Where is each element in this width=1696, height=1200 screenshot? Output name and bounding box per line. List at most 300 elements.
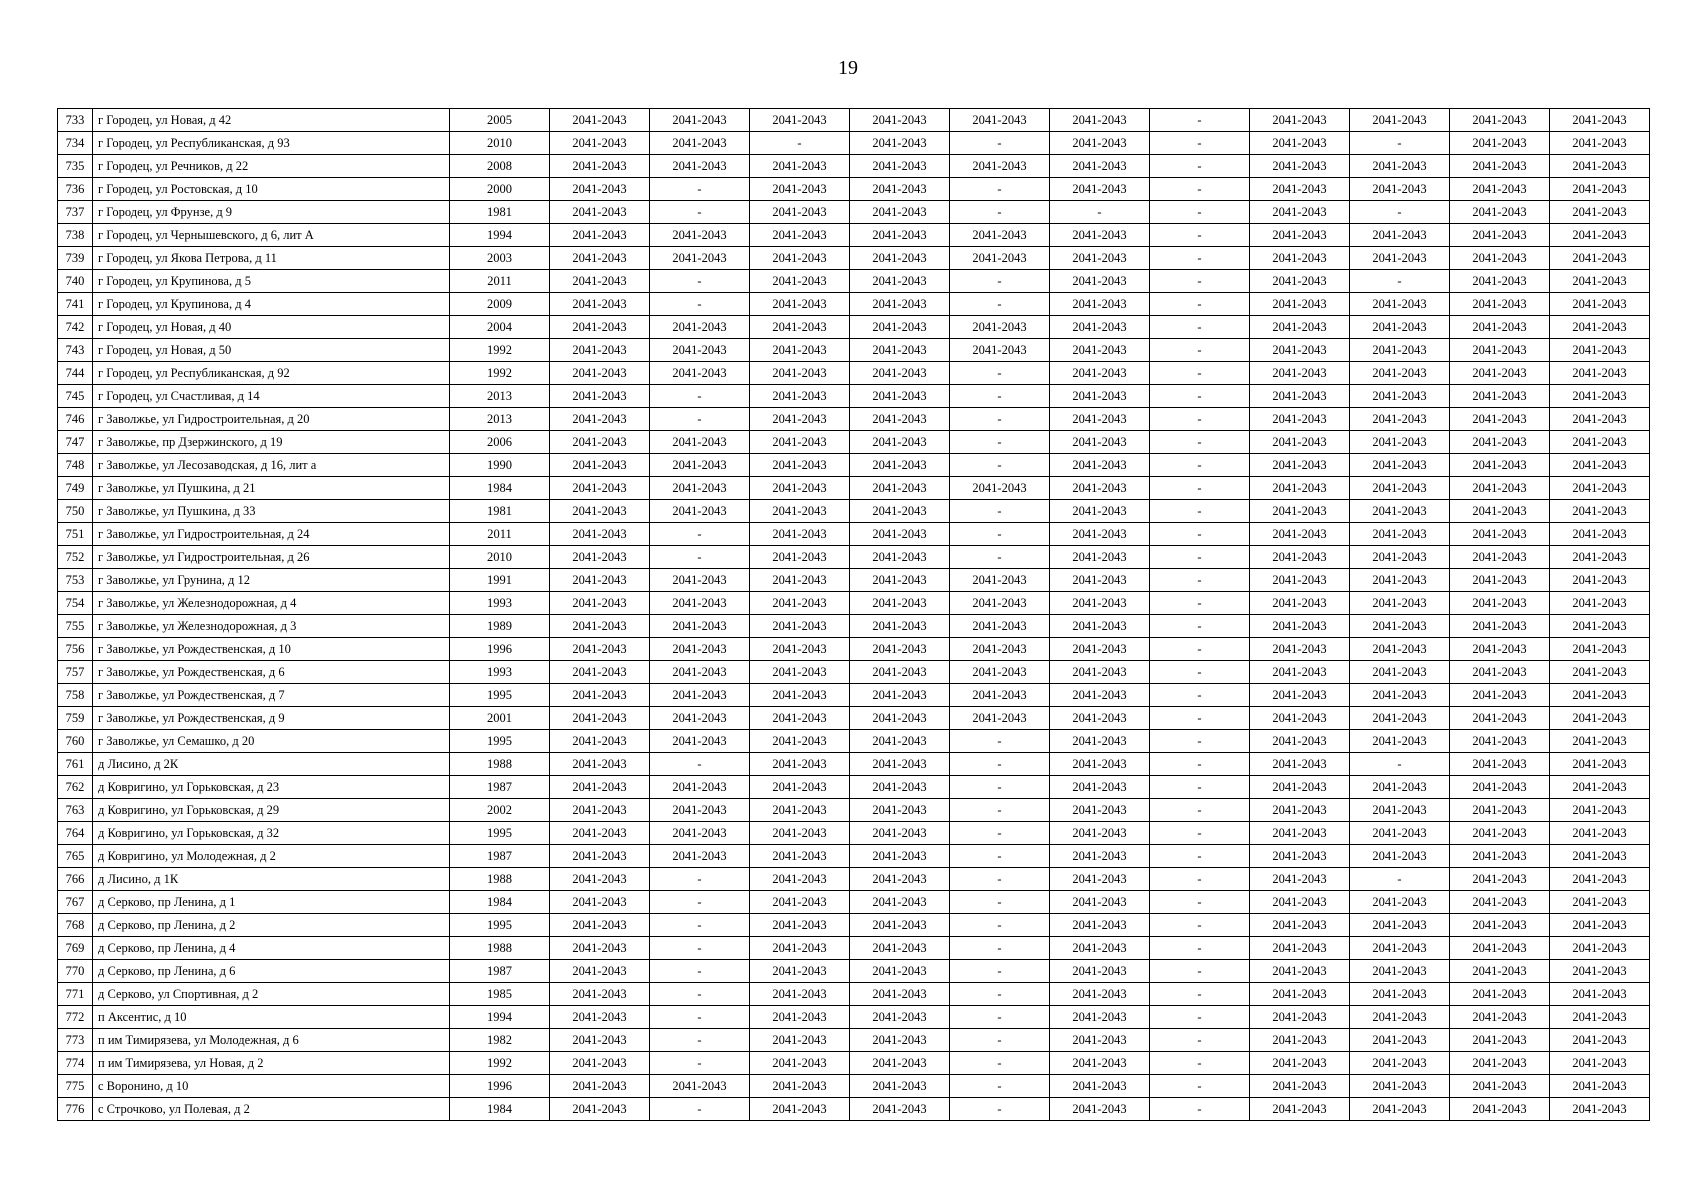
cell-col-7: 2041-2043 <box>850 592 950 615</box>
cell-col-5: 2041-2043 <box>650 661 750 684</box>
cell-build-year: 2011 <box>450 523 550 546</box>
cell-col-13: 2041-2043 <box>1450 615 1550 638</box>
cell-row-number: 769 <box>58 937 93 960</box>
table-row <box>58 362 1650 385</box>
cell-col-7: 2041-2043 <box>850 316 950 339</box>
cell-col-14: 2041-2043 <box>1550 247 1650 270</box>
cell-col-10: - <box>1150 638 1250 661</box>
cell-row-number: 747 <box>58 431 93 454</box>
cell-build-year: 1987 <box>450 960 550 983</box>
cell-col-9: 2041-2043 <box>1050 293 1150 316</box>
cell-col-5: - <box>650 201 750 224</box>
cell-col-12: 2041-2043 <box>1350 615 1450 638</box>
cell-row-number: 762 <box>58 776 93 799</box>
cell-col-11: 2041-2043 <box>1250 845 1350 868</box>
cell-address: г Заволжье, пр Дзержинского, д 19 <box>93 431 450 454</box>
cell-address: г Заволжье, ул Железнодорожная, д 4 <box>93 592 450 615</box>
cell-col-4: 2041-2043 <box>550 408 650 431</box>
cell-col-12: 2041-2043 <box>1350 845 1450 868</box>
cell-col-8: - <box>950 822 1050 845</box>
cell-row-number: 765 <box>58 845 93 868</box>
cell-col-11: 2041-2043 <box>1250 201 1350 224</box>
cell-col-14: 2041-2043 <box>1550 109 1650 132</box>
cell-build-year: 2004 <box>450 316 550 339</box>
cell-col-4: 2041-2043 <box>550 477 650 500</box>
cell-address: г Заволжье, ул Пушкина, д 33 <box>93 500 450 523</box>
cell-col-6: 2041-2043 <box>750 385 850 408</box>
cell-col-13: 2041-2043 <box>1450 454 1550 477</box>
cell-col-5: 2041-2043 <box>650 454 750 477</box>
cell-col-10: - <box>1150 247 1250 270</box>
cell-col-10: - <box>1150 799 1250 822</box>
cell-col-13: 2041-2043 <box>1450 638 1550 661</box>
cell-col-10: - <box>1150 914 1250 937</box>
cell-col-5: 2041-2043 <box>650 224 750 247</box>
cell-col-4: 2041-2043 <box>550 799 650 822</box>
table-row <box>58 569 1650 592</box>
table-row <box>58 661 1650 684</box>
cell-col-9: 2041-2043 <box>1050 868 1150 891</box>
cell-col-9: 2041-2043 <box>1050 431 1150 454</box>
cell-col-11: 2041-2043 <box>1250 477 1350 500</box>
table-row <box>58 638 1650 661</box>
cell-col-4: 2041-2043 <box>550 661 650 684</box>
cell-col-13: 2041-2043 <box>1450 247 1550 270</box>
cell-row-number: 741 <box>58 293 93 316</box>
cell-row-number: 758 <box>58 684 93 707</box>
cell-col-11: 2041-2043 <box>1250 1052 1350 1075</box>
cell-col-9: 2041-2043 <box>1050 638 1150 661</box>
cell-address: г Заволжье, ул Рождественская, д 6 <box>93 661 450 684</box>
cell-col-10: - <box>1150 155 1250 178</box>
cell-address: д Лисино, д 1К <box>93 868 450 891</box>
cell-col-11: 2041-2043 <box>1250 569 1350 592</box>
table-row <box>58 316 1650 339</box>
cell-col-9: - <box>1050 201 1150 224</box>
cell-col-7: 2041-2043 <box>850 1052 950 1075</box>
cell-col-7: 2041-2043 <box>850 684 950 707</box>
cell-col-4: 2041-2043 <box>550 707 650 730</box>
cell-col-9: 2041-2043 <box>1050 891 1150 914</box>
cell-col-4: 2041-2043 <box>550 523 650 546</box>
cell-col-4: 2041-2043 <box>550 868 650 891</box>
cell-col-9: 2041-2043 <box>1050 684 1150 707</box>
cell-col-13: 2041-2043 <box>1450 868 1550 891</box>
cell-col-7: 2041-2043 <box>850 776 950 799</box>
cell-col-9: 2041-2043 <box>1050 707 1150 730</box>
cell-col-10: - <box>1150 707 1250 730</box>
cell-col-13: 2041-2043 <box>1450 730 1550 753</box>
cell-col-13: 2041-2043 <box>1450 753 1550 776</box>
cell-build-year: 2006 <box>450 431 550 454</box>
cell-col-7: 2041-2043 <box>850 960 950 983</box>
cell-col-9: 2041-2043 <box>1050 661 1150 684</box>
cell-col-12: 2041-2043 <box>1350 109 1450 132</box>
cell-col-10: - <box>1150 1006 1250 1029</box>
cell-col-12: 2041-2043 <box>1350 224 1450 247</box>
cell-col-8: - <box>950 983 1050 1006</box>
cell-build-year: 2010 <box>450 132 550 155</box>
cell-col-10: - <box>1150 937 1250 960</box>
cell-col-9: 2041-2043 <box>1050 385 1150 408</box>
cell-col-13: 2041-2043 <box>1450 546 1550 569</box>
cell-col-7: 2041-2043 <box>850 983 950 1006</box>
cell-col-12: 2041-2043 <box>1350 822 1450 845</box>
table-row <box>58 684 1650 707</box>
cell-col-6: 2041-2043 <box>750 339 850 362</box>
table-row <box>58 707 1650 730</box>
cell-col-10: - <box>1150 201 1250 224</box>
cell-col-14: 2041-2043 <box>1550 201 1650 224</box>
cell-col-5: - <box>650 983 750 1006</box>
cell-address: г Заволжье, ул Гидростроительная, д 24 <box>93 523 450 546</box>
cell-col-10: - <box>1150 385 1250 408</box>
cell-col-6: 2041-2043 <box>750 431 850 454</box>
cell-col-9: 2041-2043 <box>1050 523 1150 546</box>
cell-col-8: 2041-2043 <box>950 339 1050 362</box>
cell-col-7: 2041-2043 <box>850 431 950 454</box>
cell-row-number: 754 <box>58 592 93 615</box>
cell-col-12: 2041-2043 <box>1350 500 1450 523</box>
cell-build-year: 1988 <box>450 868 550 891</box>
cell-col-6: 2041-2043 <box>750 224 850 247</box>
cell-col-7: 2041-2043 <box>850 914 950 937</box>
cell-col-11: 2041-2043 <box>1250 707 1350 730</box>
cell-col-6: 2041-2043 <box>750 293 850 316</box>
cell-col-12: 2041-2043 <box>1350 937 1450 960</box>
cell-col-7: 2041-2043 <box>850 201 950 224</box>
cell-col-6: 2041-2043 <box>750 1098 850 1121</box>
cell-col-5: - <box>650 178 750 201</box>
cell-build-year: 1993 <box>450 661 550 684</box>
cell-col-13: 2041-2043 <box>1450 822 1550 845</box>
cell-col-12: 2041-2043 <box>1350 914 1450 937</box>
cell-col-4: 2041-2043 <box>550 385 650 408</box>
cell-row-number: 733 <box>58 109 93 132</box>
cell-col-9: 2041-2043 <box>1050 132 1150 155</box>
cell-col-11: 2041-2043 <box>1250 270 1350 293</box>
cell-col-8: - <box>950 408 1050 431</box>
cell-col-14: 2041-2043 <box>1550 270 1650 293</box>
cell-col-14: 2041-2043 <box>1550 776 1650 799</box>
cell-col-6: 2041-2043 <box>750 569 850 592</box>
cell-col-14: 2041-2043 <box>1550 661 1650 684</box>
cell-col-12: 2041-2043 <box>1350 638 1450 661</box>
cell-col-6: 2041-2043 <box>750 776 850 799</box>
cell-col-11: 2041-2043 <box>1250 316 1350 339</box>
cell-col-11: 2041-2043 <box>1250 454 1350 477</box>
cell-build-year: 1990 <box>450 454 550 477</box>
cell-col-14: 2041-2043 <box>1550 224 1650 247</box>
cell-col-6: 2041-2043 <box>750 753 850 776</box>
cell-col-13: 2041-2043 <box>1450 592 1550 615</box>
cell-col-9: 2041-2043 <box>1050 960 1150 983</box>
cell-col-10: - <box>1150 661 1250 684</box>
cell-col-6: 2041-2043 <box>750 109 850 132</box>
cell-address: г Заволжье, ул Гидростроительная, д 20 <box>93 408 450 431</box>
cell-col-7: 2041-2043 <box>850 155 950 178</box>
cell-col-11: 2041-2043 <box>1250 661 1350 684</box>
table-row <box>58 1075 1650 1098</box>
cell-col-13: 2041-2043 <box>1450 707 1550 730</box>
cell-col-7: 2041-2043 <box>850 1006 950 1029</box>
cell-col-9: 2041-2043 <box>1050 339 1150 362</box>
cell-col-6: 2041-2043 <box>750 178 850 201</box>
cell-col-5: 2041-2043 <box>650 592 750 615</box>
cell-col-14: 2041-2043 <box>1550 684 1650 707</box>
cell-col-5: 2041-2043 <box>650 362 750 385</box>
cell-col-10: - <box>1150 224 1250 247</box>
cell-address: г Городец, ул Новая, д 40 <box>93 316 450 339</box>
cell-col-8: - <box>950 730 1050 753</box>
cell-col-5: 2041-2043 <box>650 132 750 155</box>
cell-col-13: 2041-2043 <box>1450 1029 1550 1052</box>
cell-col-14: 2041-2043 <box>1550 615 1650 638</box>
cell-col-5: - <box>650 1029 750 1052</box>
repair-schedule-table <box>57 108 1650 1121</box>
cell-col-5: - <box>650 385 750 408</box>
cell-col-4: 2041-2043 <box>550 891 650 914</box>
cell-col-11: 2041-2043 <box>1250 983 1350 1006</box>
table-row <box>58 523 1650 546</box>
cell-col-10: - <box>1150 983 1250 1006</box>
cell-col-13: 2041-2043 <box>1450 224 1550 247</box>
cell-col-14: 2041-2043 <box>1550 362 1650 385</box>
cell-col-8: 2041-2043 <box>950 592 1050 615</box>
cell-col-11: 2041-2043 <box>1250 615 1350 638</box>
cell-col-8: - <box>950 753 1050 776</box>
cell-col-13: 2041-2043 <box>1450 1098 1550 1121</box>
cell-col-12: 2041-2043 <box>1350 1006 1450 1029</box>
cell-col-7: 2041-2043 <box>850 615 950 638</box>
cell-build-year: 1987 <box>450 776 550 799</box>
cell-col-9: 2041-2043 <box>1050 1075 1150 1098</box>
cell-col-11: 2041-2043 <box>1250 937 1350 960</box>
cell-row-number: 752 <box>58 546 93 569</box>
cell-col-12: 2041-2043 <box>1350 960 1450 983</box>
cell-col-14: 2041-2043 <box>1550 569 1650 592</box>
cell-col-10: - <box>1150 293 1250 316</box>
cell-col-13: 2041-2043 <box>1450 500 1550 523</box>
cell-build-year: 2000 <box>450 178 550 201</box>
cell-address: г Городец, ул Счастливая, д 14 <box>93 385 450 408</box>
cell-col-8: - <box>950 1075 1050 1098</box>
cell-col-12: 2041-2043 <box>1350 155 1450 178</box>
cell-row-number: 745 <box>58 385 93 408</box>
cell-col-14: 2041-2043 <box>1550 638 1650 661</box>
cell-col-13: 2041-2043 <box>1450 937 1550 960</box>
cell-col-14: 2041-2043 <box>1550 523 1650 546</box>
cell-row-number: 775 <box>58 1075 93 1098</box>
cell-build-year: 2009 <box>450 293 550 316</box>
cell-col-13: 2041-2043 <box>1450 477 1550 500</box>
cell-col-4: 2041-2043 <box>550 224 650 247</box>
cell-col-5: - <box>650 523 750 546</box>
cell-row-number: 749 <box>58 477 93 500</box>
cell-col-4: 2041-2043 <box>550 132 650 155</box>
cell-col-4: 2041-2043 <box>550 339 650 362</box>
cell-col-14: 2041-2043 <box>1550 730 1650 753</box>
cell-col-14: 2041-2043 <box>1550 1006 1650 1029</box>
cell-col-10: - <box>1150 776 1250 799</box>
cell-col-11: 2041-2043 <box>1250 224 1350 247</box>
cell-col-13: 2041-2043 <box>1450 799 1550 822</box>
cell-col-4: 2041-2043 <box>550 822 650 845</box>
cell-address: г Городец, ул Новая, д 50 <box>93 339 450 362</box>
cell-col-6: 2041-2043 <box>750 500 850 523</box>
cell-col-12: 2041-2043 <box>1350 523 1450 546</box>
cell-col-7: 2041-2043 <box>850 845 950 868</box>
cell-col-9: 2041-2043 <box>1050 500 1150 523</box>
cell-col-12: 2041-2043 <box>1350 776 1450 799</box>
cell-col-10: - <box>1150 523 1250 546</box>
cell-col-4: 2041-2043 <box>550 293 650 316</box>
cell-row-number: 757 <box>58 661 93 684</box>
cell-col-11: 2041-2043 <box>1250 155 1350 178</box>
cell-col-12: 2041-2043 <box>1350 247 1450 270</box>
cell-col-11: 2041-2043 <box>1250 822 1350 845</box>
table-row <box>58 247 1650 270</box>
cell-build-year: 1984 <box>450 891 550 914</box>
cell-col-9: 2041-2043 <box>1050 983 1150 1006</box>
cell-col-6: 2041-2043 <box>750 201 850 224</box>
table-row <box>58 385 1650 408</box>
table-row <box>58 776 1650 799</box>
cell-col-11: 2041-2043 <box>1250 408 1350 431</box>
cell-col-13: 2041-2043 <box>1450 891 1550 914</box>
cell-col-9: 2041-2043 <box>1050 316 1150 339</box>
cell-col-13: 2041-2043 <box>1450 132 1550 155</box>
cell-build-year: 1992 <box>450 339 550 362</box>
table-row <box>58 592 1650 615</box>
cell-col-13: 2041-2043 <box>1450 408 1550 431</box>
cell-col-14: 2041-2043 <box>1550 891 1650 914</box>
table-row <box>58 155 1650 178</box>
cell-col-10: - <box>1150 316 1250 339</box>
cell-col-4: 2041-2043 <box>550 1075 650 1098</box>
cell-col-14: 2041-2043 <box>1550 1075 1650 1098</box>
cell-row-number: 755 <box>58 615 93 638</box>
cell-col-13: 2041-2043 <box>1450 362 1550 385</box>
cell-col-7: 2041-2043 <box>850 224 950 247</box>
cell-col-6: 2041-2043 <box>750 1029 850 1052</box>
cell-col-7: 2041-2043 <box>850 132 950 155</box>
cell-row-number: 736 <box>58 178 93 201</box>
cell-col-14: 2041-2043 <box>1550 914 1650 937</box>
table-row <box>58 822 1650 845</box>
cell-row-number: 737 <box>58 201 93 224</box>
cell-address: г Заволжье, ул Железнодорожная, д 3 <box>93 615 450 638</box>
cell-col-8: - <box>950 546 1050 569</box>
cell-col-6: 2041-2043 <box>750 822 850 845</box>
cell-col-6: 2041-2043 <box>750 891 850 914</box>
cell-address: г Городец, ул Крупинова, д 4 <box>93 293 450 316</box>
table-row <box>58 891 1650 914</box>
cell-build-year: 1996 <box>450 638 550 661</box>
cell-build-year: 2005 <box>450 109 550 132</box>
cell-col-9: 2041-2043 <box>1050 1098 1150 1121</box>
cell-address: г Городец, ул Ростовская, д 10 <box>93 178 450 201</box>
cell-address: г Городец, ул Республиканская, д 93 <box>93 132 450 155</box>
cell-col-5: 2041-2043 <box>650 615 750 638</box>
table-row <box>58 1029 1650 1052</box>
cell-col-10: - <box>1150 615 1250 638</box>
cell-col-6: 2041-2043 <box>750 546 850 569</box>
cell-build-year: 1994 <box>450 1006 550 1029</box>
cell-col-9: 2041-2043 <box>1050 109 1150 132</box>
cell-address: п им Тимирязева, ул Новая, д 2 <box>93 1052 450 1075</box>
cell-col-10: - <box>1150 868 1250 891</box>
cell-col-4: 2041-2043 <box>550 155 650 178</box>
cell-col-5: 2041-2043 <box>650 569 750 592</box>
cell-col-12: 2041-2043 <box>1350 339 1450 362</box>
cell-col-7: 2041-2043 <box>850 362 950 385</box>
cell-col-14: 2041-2043 <box>1550 132 1650 155</box>
cell-col-14: 2041-2043 <box>1550 753 1650 776</box>
table-row <box>58 1098 1650 1121</box>
cell-col-9: 2041-2043 <box>1050 845 1150 868</box>
cell-build-year: 1995 <box>450 730 550 753</box>
cell-col-13: 2041-2043 <box>1450 776 1550 799</box>
cell-col-9: 2041-2043 <box>1050 1029 1150 1052</box>
cell-col-11: 2041-2043 <box>1250 385 1350 408</box>
cell-col-9: 2041-2043 <box>1050 592 1150 615</box>
cell-col-6: 2041-2043 <box>750 868 850 891</box>
table-row <box>58 201 1650 224</box>
cell-col-13: 2041-2043 <box>1450 293 1550 316</box>
cell-col-4: 2041-2043 <box>550 500 650 523</box>
cell-col-6: 2041-2043 <box>750 592 850 615</box>
cell-row-number: 735 <box>58 155 93 178</box>
cell-col-5: - <box>650 293 750 316</box>
cell-col-6: 2041-2043 <box>750 684 850 707</box>
cell-col-9: 2041-2043 <box>1050 270 1150 293</box>
cell-col-14: 2041-2043 <box>1550 477 1650 500</box>
cell-col-10: - <box>1150 408 1250 431</box>
cell-build-year: 1992 <box>450 1052 550 1075</box>
cell-col-11: 2041-2043 <box>1250 684 1350 707</box>
table-row <box>58 546 1650 569</box>
cell-col-6: 2041-2043 <box>750 661 850 684</box>
cell-col-4: 2041-2043 <box>550 914 650 937</box>
table-row <box>58 500 1650 523</box>
cell-col-7: 2041-2043 <box>850 408 950 431</box>
cell-col-9: 2041-2043 <box>1050 753 1150 776</box>
table-row <box>58 960 1650 983</box>
cell-col-7: 2041-2043 <box>850 178 950 201</box>
cell-col-12: - <box>1350 132 1450 155</box>
cell-col-10: - <box>1150 1029 1250 1052</box>
cell-col-4: 2041-2043 <box>550 546 650 569</box>
cell-col-6: 2041-2043 <box>750 960 850 983</box>
cell-col-4: 2041-2043 <box>550 1052 650 1075</box>
cell-col-6: 2041-2043 <box>750 408 850 431</box>
cell-col-12: 2041-2043 <box>1350 799 1450 822</box>
cell-col-13: 2041-2043 <box>1450 178 1550 201</box>
cell-col-6: 2041-2043 <box>750 155 850 178</box>
cell-address: г Городец, ул Якова Петрова, д 11 <box>93 247 450 270</box>
cell-col-4: 2041-2043 <box>550 1006 650 1029</box>
cell-col-4: 2041-2043 <box>550 937 650 960</box>
cell-col-6: 2041-2043 <box>750 270 850 293</box>
cell-col-14: 2041-2043 <box>1550 707 1650 730</box>
cell-col-5: 2041-2043 <box>650 776 750 799</box>
table-row <box>58 109 1650 132</box>
cell-build-year: 1981 <box>450 500 550 523</box>
cell-col-6: 2041-2043 <box>750 454 850 477</box>
cell-col-12: 2041-2043 <box>1350 1052 1450 1075</box>
cell-col-7: 2041-2043 <box>850 730 950 753</box>
